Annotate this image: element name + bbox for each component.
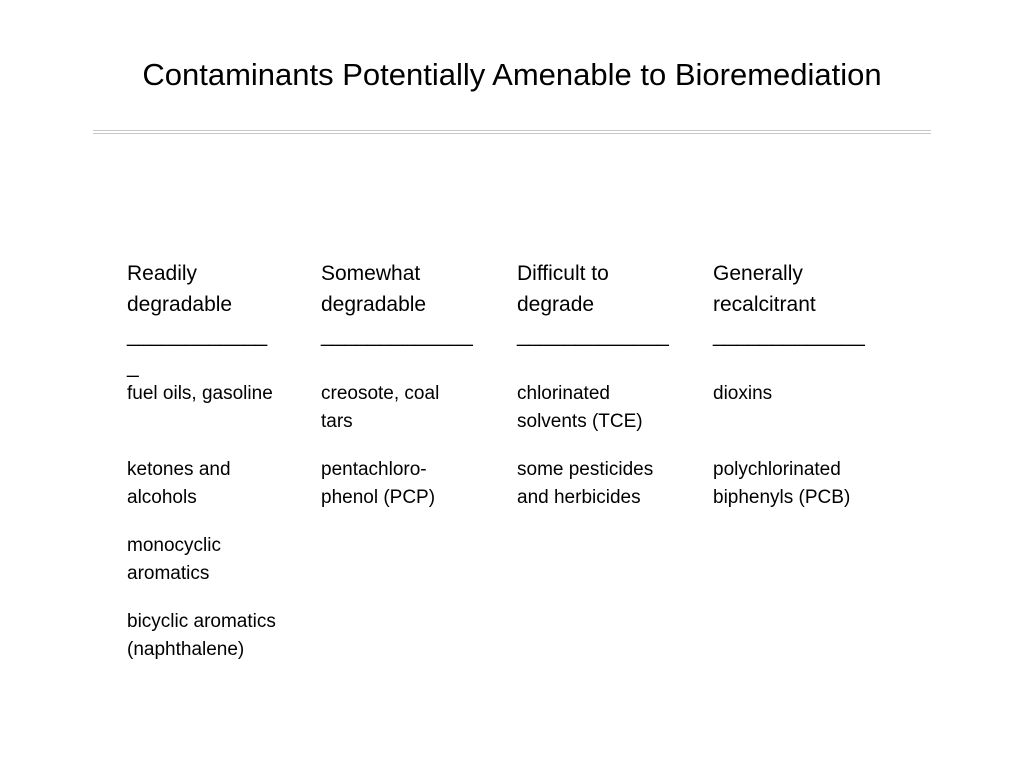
column-underline: _____________ (517, 324, 669, 347)
column-header: Somewhat degradable (321, 262, 427, 316)
contaminant-item: bicyclic aromatics (naphthalene) (127, 611, 276, 660)
contaminant-item: fuel oils, gasoline (127, 383, 273, 404)
column-underline: ____________ _ (127, 324, 268, 378)
column-readily-degradable (127, 258, 317, 660)
contaminant-item: chlorinated solvents (TCE) (517, 383, 643, 432)
column-underline: _____________ (321, 324, 473, 347)
column-header: Generally recalcitrant (713, 262, 816, 316)
contaminant-item: pentachloro- phenol (PCP) (321, 459, 436, 508)
column-header: Difficult to degrade (517, 262, 609, 316)
contaminant-item: some pesticides and herbicides (517, 459, 654, 508)
contaminant-item: creosote, coal tars (321, 383, 440, 432)
column-difficult-to-degrade (517, 258, 707, 508)
contaminant-item: polychlorinated biphenyls (PCB) (713, 459, 851, 508)
slide-title: Contaminants Potentially Amenable to Bioremediation (142, 57, 882, 92)
column-generally-recalcitrant (713, 258, 903, 508)
column-header: Readily degradable (127, 262, 233, 316)
contaminant-item: monocyclic aromatics (127, 535, 221, 584)
column-somewhat-degradable (321, 258, 511, 508)
title-divider (93, 130, 931, 134)
column-underline: _____________ (713, 324, 865, 347)
contaminant-item: ketones and alcohols (127, 459, 231, 508)
contaminant-item: dioxins (713, 383, 773, 404)
